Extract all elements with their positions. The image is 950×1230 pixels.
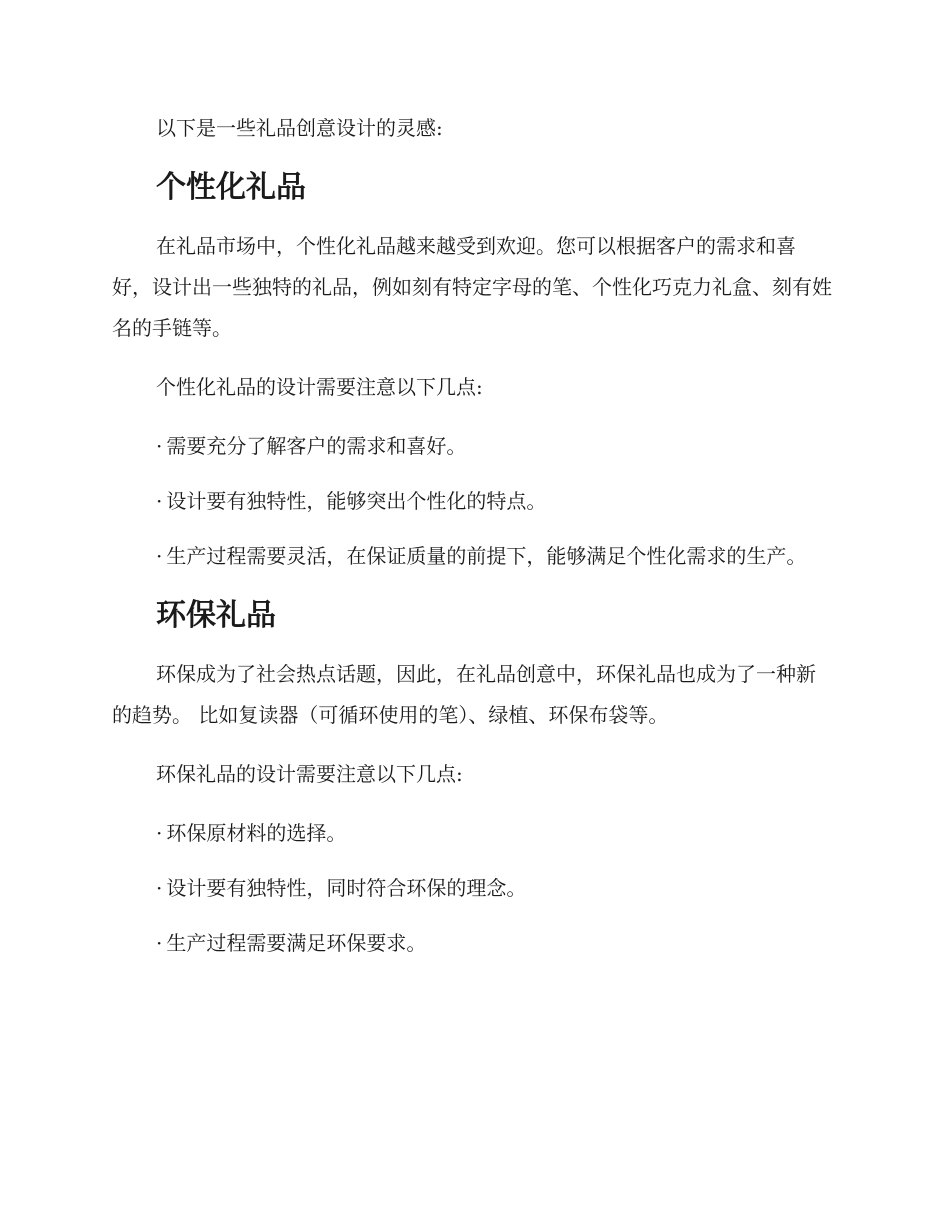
- section-note: 个性化礼品的设计需要注意以下几点:: [156, 375, 483, 399]
- section-paragraph: 环保成为了社会热点话题，因此，在礼品创意中，环保礼品也成为了一种新的趋势。 比如复读器（可循环使用的笔）、绿植、环保布袋等。: [112, 662, 816, 727]
- section-heading-personalized-gifts: 个性化礼品: [156, 170, 306, 205]
- section-heading-eco-gifts: 环保礼品: [156, 598, 276, 633]
- list-item: [112, 868, 832, 909]
- section-paragraph: 在礼品市场中，个性化礼品越来越受到欢迎。您可以根据客户的需求和喜好，设计出一些独特的礼品，例如刻有特定字母的笔、个性化巧克力礼盒、刻有姓名的手链等。: [112, 234, 832, 340]
- list-item-text: 生产过程需要满足环保要求。: [166, 931, 427, 955]
- list-item-text: 设计要有独特性，能够突出个性化的特点。: [166, 489, 547, 513]
- bullet-mark: ·: [156, 489, 163, 513]
- list-item-text: 环保原材料的选择。: [166, 821, 347, 845]
- bullet-mark: ·: [156, 931, 163, 955]
- bullet-mark: ·: [156, 821, 163, 845]
- list-item: [112, 923, 832, 964]
- list-item: [112, 813, 832, 854]
- list-item: [112, 481, 832, 522]
- list-item: [112, 536, 832, 577]
- bullet-mark: ·: [156, 434, 163, 458]
- list-item-text: 生产过程需要灵活，在保证质量的前提下，能够满足个性化需求的生产。: [166, 544, 807, 568]
- list-item-text: 需要充分了解客户的需求和喜好。: [166, 434, 467, 458]
- intro-paragraph: 以下是一些礼品创意设计的灵感:: [156, 116, 443, 140]
- list-item: [112, 426, 832, 467]
- document-body: [112, 108, 832, 978]
- bullet-mark: ·: [156, 544, 163, 568]
- list-item-text: 设计要有独特性，同时符合环保的理念。: [166, 876, 527, 900]
- bullet-mark: ·: [156, 876, 163, 900]
- section-note: 环保礼品的设计需要注意以下几点:: [156, 762, 463, 786]
